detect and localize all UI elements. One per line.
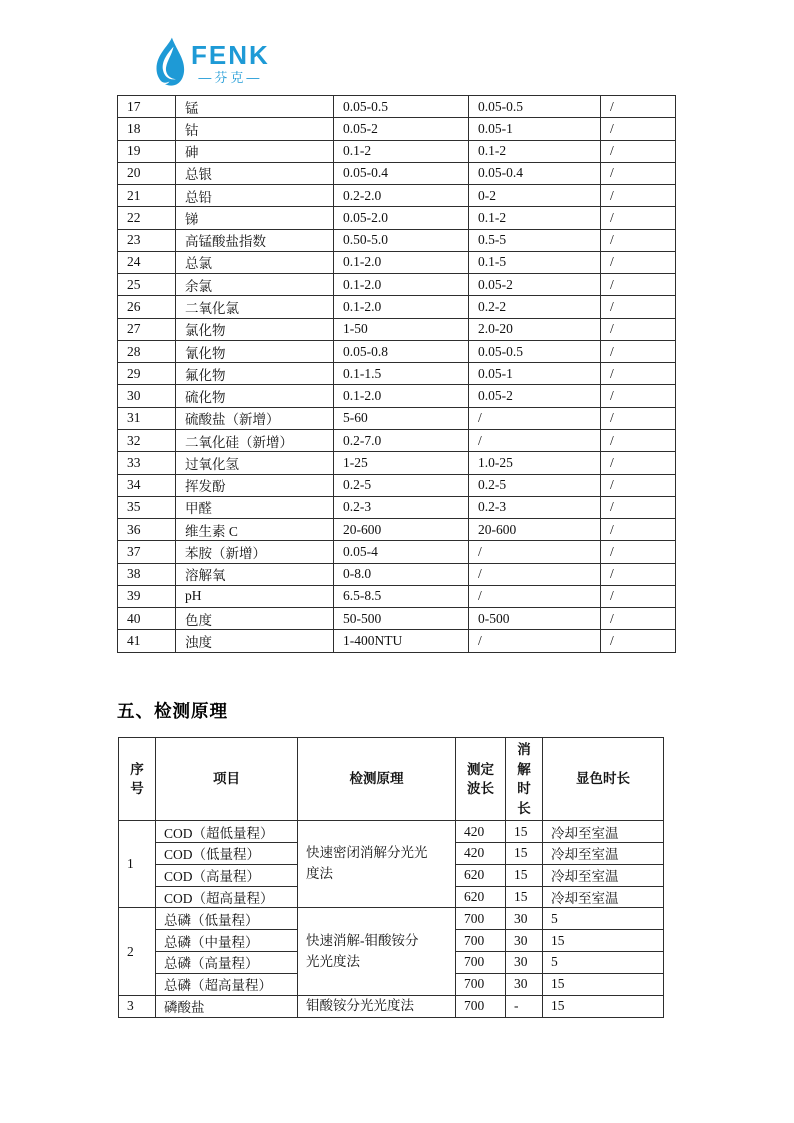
range-column-3: / [601, 207, 676, 229]
digestion-cell: 15 [506, 864, 543, 886]
table-row [118, 474, 676, 496]
range-column-2: / [469, 541, 601, 563]
wavelength-cell: 700 [456, 930, 506, 952]
range-column-1: 0.05-2.0 [334, 207, 469, 229]
group-number: 2 [119, 908, 156, 995]
range-column-1: 6.5-8.5 [334, 585, 469, 607]
item-name: COD（超低量程） [156, 821, 298, 843]
digestion-cell: 30 [506, 973, 543, 995]
row-number: 32 [118, 429, 176, 451]
parameter-name: 苯胺（新增） [176, 541, 334, 563]
wavelength-cell: 700 [456, 908, 506, 930]
table-row [119, 995, 664, 1017]
table-row [118, 318, 676, 340]
table-row [118, 207, 676, 229]
row-number: 36 [118, 519, 176, 541]
digestion-cell: 30 [506, 930, 543, 952]
range-column-2: 0.2-2 [469, 296, 601, 318]
range-column-2: / [469, 429, 601, 451]
wavelength-cell: 620 [456, 864, 506, 886]
range-column-3: / [601, 229, 676, 251]
group-number: 3 [119, 995, 156, 1017]
header-no: 序号 [119, 738, 156, 821]
range-column-3: / [601, 385, 676, 407]
range-column-2: 0-2 [469, 185, 601, 207]
parameter-name: 总铅 [176, 185, 334, 207]
row-number: 31 [118, 407, 176, 429]
parameter-name: 氟化物 [176, 363, 334, 385]
parameter-name: 总银 [176, 162, 334, 184]
range-column-3: / [601, 429, 676, 451]
table-row [118, 429, 676, 451]
header-principle: 检测原理 [298, 738, 456, 821]
range-column-3: / [601, 118, 676, 140]
logo-flame-icon [153, 36, 186, 88]
range-column-2: 0.1-2 [469, 207, 601, 229]
wavelength-cell: 700 [456, 952, 506, 974]
range-column-3: / [601, 496, 676, 518]
digestion-cell: 30 [506, 952, 543, 974]
range-column-3: / [601, 185, 676, 207]
logo-text-block [191, 42, 270, 84]
table-row [118, 274, 676, 296]
row-number: 30 [118, 385, 176, 407]
table-row [118, 496, 676, 518]
parameter-name: 总氯 [176, 251, 334, 273]
parameter-name: 二氧化氯 [176, 296, 334, 318]
detection-table-body [119, 821, 664, 1018]
row-number: 41 [118, 630, 176, 652]
range-column-2: / [469, 585, 601, 607]
range-column-1: 0.2-2.0 [334, 185, 469, 207]
digestion-cell: 15 [506, 843, 543, 865]
table-row [118, 563, 676, 585]
range-column-1: 0-8.0 [334, 563, 469, 585]
digestion-cell: - [506, 995, 543, 1017]
row-number: 23 [118, 229, 176, 251]
color-time-cell: 冷却至室温 [543, 864, 664, 886]
row-number: 18 [118, 118, 176, 140]
parameter-name: 挥发酚 [176, 474, 334, 496]
item-name: COD（超高量程） [156, 886, 298, 908]
range-column-1: 1-50 [334, 318, 469, 340]
wavelength-cell: 620 [456, 886, 506, 908]
range-column-3: / [601, 585, 676, 607]
item-name: 总磷（高量程） [156, 952, 298, 974]
table-row [118, 96, 676, 118]
range-column-1: 0.05-0.4 [334, 162, 469, 184]
range-column-2: 0.1-2 [469, 140, 601, 162]
header-digestion: 消解时长 [506, 738, 543, 821]
parameter-name: 二氧化硅（新增） [176, 429, 334, 451]
group-number: 1 [119, 821, 156, 908]
wavelength-cell: 700 [456, 995, 506, 1017]
range-column-1: 0.1-2.0 [334, 251, 469, 273]
range-column-2: 0.05-0.4 [469, 162, 601, 184]
row-number: 33 [118, 452, 176, 474]
range-column-1: 0.05-4 [334, 541, 469, 563]
range-column-3: / [601, 474, 676, 496]
range-column-3: / [601, 162, 676, 184]
row-number: 28 [118, 340, 176, 362]
range-column-3: / [601, 407, 676, 429]
parameter-name: 氰化物 [176, 340, 334, 362]
item-name: COD（低量程） [156, 843, 298, 865]
range-column-1: 50-500 [334, 608, 469, 630]
table-row [118, 585, 676, 607]
range-column-2: 2.0-20 [469, 318, 601, 340]
wavelength-cell: 420 [456, 821, 506, 843]
range-column-2: 0-500 [469, 608, 601, 630]
range-column-2: / [469, 630, 601, 652]
color-time-cell: 冷却至室温 [543, 821, 664, 843]
range-column-3: / [601, 340, 676, 362]
parameter-name: 浊度 [176, 630, 334, 652]
row-number: 35 [118, 496, 176, 518]
range-column-2: 0.2-3 [469, 496, 601, 518]
range-column-2: 0.05-0.5 [469, 96, 601, 118]
row-number: 21 [118, 185, 176, 207]
range-column-2: 1.0-25 [469, 452, 601, 474]
range-column-1: 0.2-5 [334, 474, 469, 496]
range-column-1: 1-400NTU [334, 630, 469, 652]
table-row [118, 340, 676, 362]
table-row [118, 385, 676, 407]
range-column-2: 0.05-1 [469, 118, 601, 140]
row-number: 40 [118, 608, 176, 630]
range-column-3: / [601, 363, 676, 385]
table-row [118, 541, 676, 563]
row-number: 24 [118, 251, 176, 273]
range-column-1: 0.2-7.0 [334, 429, 469, 451]
fenk-logo [153, 36, 270, 88]
range-column-1: 0.1-2 [334, 140, 469, 162]
range-column-3: / [601, 251, 676, 273]
row-number: 22 [118, 207, 176, 229]
table-row [118, 630, 676, 652]
row-number: 37 [118, 541, 176, 563]
color-time-cell: 冷却至室温 [543, 886, 664, 908]
range-column-3: / [601, 608, 676, 630]
parameter-range-table-body [118, 96, 676, 653]
parameter-name: 溶解氧 [176, 563, 334, 585]
digestion-cell: 15 [506, 886, 543, 908]
parameter-name: 过氧化氢 [176, 452, 334, 474]
table-row [118, 407, 676, 429]
range-column-2: 0.05-1 [469, 363, 601, 385]
range-column-2: / [469, 563, 601, 585]
table-row [118, 608, 676, 630]
header-row [119, 738, 664, 821]
digestion-cell: 30 [506, 908, 543, 930]
row-number: 39 [118, 585, 176, 607]
principle-cell: 快速密闭消解分光光度法 [298, 821, 456, 908]
table-row [118, 363, 676, 385]
color-time-cell: 15 [543, 973, 664, 995]
table-row [118, 229, 676, 251]
range-column-3: / [601, 274, 676, 296]
range-column-1: 0.2-3 [334, 496, 469, 518]
range-column-3: / [601, 296, 676, 318]
range-column-2: 0.1-5 [469, 251, 601, 273]
range-column-3: / [601, 140, 676, 162]
range-column-1: 0.1-2.0 [334, 274, 469, 296]
range-column-1: 5-60 [334, 407, 469, 429]
parameter-name: pH [176, 585, 334, 607]
color-time-cell: 15 [543, 995, 664, 1017]
parameter-range-table [117, 95, 676, 653]
range-column-2: 0.2-5 [469, 474, 601, 496]
range-column-2: 0.5-5 [469, 229, 601, 251]
range-column-2: / [469, 407, 601, 429]
range-column-1: 0.05-2 [334, 118, 469, 140]
table-row [118, 185, 676, 207]
color-time-cell: 冷却至室温 [543, 843, 664, 865]
range-column-3: / [601, 630, 676, 652]
table-row [118, 162, 676, 184]
row-number: 25 [118, 274, 176, 296]
parameter-name: 高锰酸盐指数 [176, 229, 334, 251]
section-heading: 五、检测原理 [117, 701, 228, 721]
range-column-3: / [601, 563, 676, 585]
table-row [119, 908, 664, 930]
header-wavelength: 测定波长 [456, 738, 506, 821]
table-row [118, 118, 676, 140]
color-time-cell: 5 [543, 908, 664, 930]
range-column-1: 1-25 [334, 452, 469, 474]
item-name: COD（高量程） [156, 864, 298, 886]
parameter-name: 维生素 C [176, 519, 334, 541]
table-row [118, 251, 676, 273]
header-item: 项目 [156, 738, 298, 821]
row-number: 29 [118, 363, 176, 385]
detection-table-header [119, 738, 664, 821]
item-name: 磷酸盐 [156, 995, 298, 1017]
item-name: 总磷（中量程） [156, 930, 298, 952]
parameter-name: 硫化物 [176, 385, 334, 407]
color-time-cell: 5 [543, 952, 664, 974]
range-column-1: 0.1-2.0 [334, 385, 469, 407]
range-column-2: 20-600 [469, 519, 601, 541]
range-column-1: 20-600 [334, 519, 469, 541]
principle-cell: 钼酸铵分光光度法 [298, 995, 456, 1017]
header-color-time: 显色时长 [543, 738, 664, 821]
row-number: 20 [118, 162, 176, 184]
range-column-2: 0.05-0.5 [469, 340, 601, 362]
logo-subtext: —芬克— [198, 70, 263, 85]
parameter-name: 硫酸盐（新增） [176, 407, 334, 429]
parameter-name: 钴 [176, 118, 334, 140]
parameter-name: 锑 [176, 207, 334, 229]
range-column-2: 0.05-2 [469, 274, 601, 296]
range-column-1: 0.1-1.5 [334, 363, 469, 385]
range-column-3: / [601, 519, 676, 541]
parameter-name: 氯化物 [176, 318, 334, 340]
table-row [118, 452, 676, 474]
table-row [119, 821, 664, 843]
table-row [118, 519, 676, 541]
parameter-name: 砷 [176, 140, 334, 162]
parameter-name: 色度 [176, 608, 334, 630]
row-number: 38 [118, 563, 176, 585]
logo-name: FENK [191, 40, 270, 70]
item-name: 总磷（低量程） [156, 908, 298, 930]
parameter-name: 甲醛 [176, 496, 334, 518]
color-time-cell: 15 [543, 930, 664, 952]
range-column-1: 0.05-0.5 [334, 96, 469, 118]
parameter-name: 余氯 [176, 274, 334, 296]
digestion-cell: 15 [506, 821, 543, 843]
range-column-3: / [601, 541, 676, 563]
wavelength-cell: 700 [456, 973, 506, 995]
principle-cell: 快速消解-钼酸铵分光光度法 [298, 908, 456, 995]
detection-principle-table [118, 737, 664, 1018]
range-column-1: 0.1-2.0 [334, 296, 469, 318]
parameter-name: 锰 [176, 96, 334, 118]
row-number: 26 [118, 296, 176, 318]
range-column-2: 0.05-2 [469, 385, 601, 407]
range-column-1: 0.05-0.8 [334, 340, 469, 362]
item-name: 总磷（超高量程） [156, 973, 298, 995]
range-column-3: / [601, 318, 676, 340]
table-row [118, 296, 676, 318]
row-number: 34 [118, 474, 176, 496]
row-number: 17 [118, 96, 176, 118]
row-number: 27 [118, 318, 176, 340]
range-column-1: 0.50-5.0 [334, 229, 469, 251]
table-row [118, 140, 676, 162]
wavelength-cell: 420 [456, 843, 506, 865]
range-column-3: / [601, 452, 676, 474]
row-number: 19 [118, 140, 176, 162]
range-column-3: / [601, 96, 676, 118]
